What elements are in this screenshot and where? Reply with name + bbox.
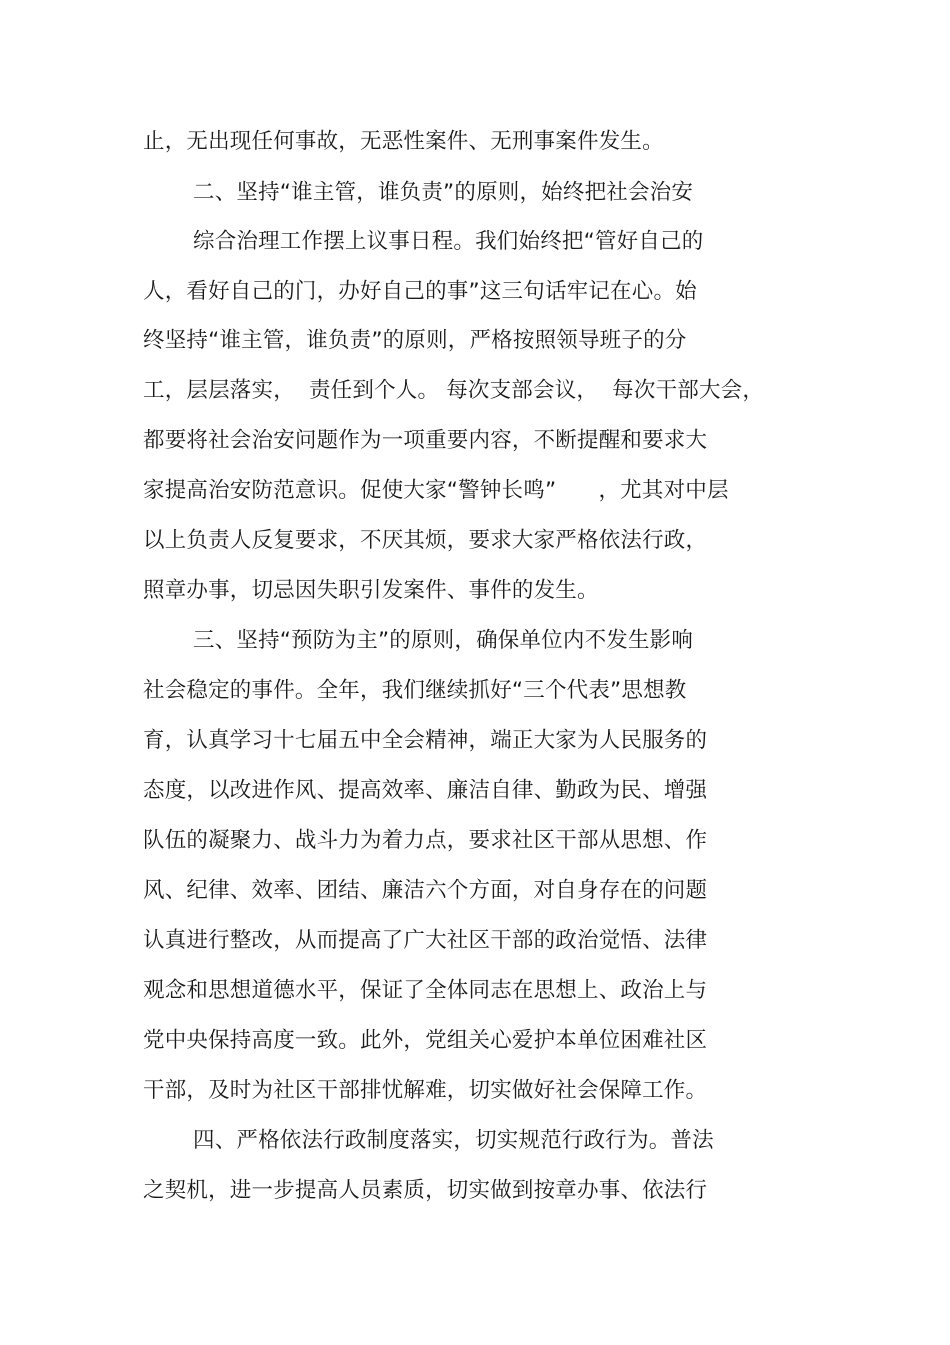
text-line: 干部，及时为社区干部排忧解难，切实做好社会保障工作。 [143, 1078, 708, 1103]
text-line: 终坚持“谁主管，谁负责”的原则，严格按照领导班子的分 [143, 328, 687, 353]
text-line: 之契机，进一步提高人员素质，切实做到按章办事、依法行 [143, 1178, 708, 1203]
text-line: 止，无出现任何事故，无恶性案件、无刑事案件发生。 [143, 129, 664, 154]
text-line: 社会稳定的事件。全年，我们继续抓好“三个代表”思想教 [143, 678, 687, 703]
text-line: 三、坚持“预防为主”的原则，确保单位内不发生影响 [193, 628, 694, 653]
text-line: 工，层层落实， 责任到个人。 每次支部会议， 每次干部大会， [143, 378, 765, 403]
text-line: 人，看好自己的门，办好自己的事”这三句话牢记在心。始 [143, 279, 697, 304]
text-line: 认真进行整改，从而提高了广大社区干部的政治觉悟、法律 [143, 928, 708, 953]
text-line: 四、严格依法行政制度落实，切实规范行政行为。普法 [193, 1128, 714, 1153]
text-line: 照章办事，切忌因失职引发案件、事件的发生。 [143, 578, 599, 603]
text-line: 党中央保持高度一致。此外，党组关心爱护本单位困难社区 [143, 1028, 708, 1053]
text-line: 风、纪律、效率、团结、廉洁六个方面，对自身存在的问题 [143, 878, 708, 903]
text-line: 家提高治安防范意识。促使大家“警钟长鸣” ，尤其对中层 [143, 478, 729, 503]
text-line: 育，认真学习十七届五中全会精神，端正大家为人民服务的 [143, 728, 708, 753]
text-line: 二、坚持“谁主管，谁负责”的原则，始终把社会治安 [193, 180, 694, 205]
text-line: 以上负责人反复要求，不厌其烦，要求大家严格依法行政， [143, 528, 708, 553]
text-line: 态度，以改进作风、提高效率、廉洁自律、勤政为民、增强 [143, 778, 708, 803]
text-line: 观念和思想道德水平，保证了全体同志在思想上、政治上与 [143, 978, 708, 1003]
text-line: 都要将社会治安问题作为一项重要内容，不断提醒和要求大 [143, 428, 708, 453]
text-line: 队伍的凝聚力、战斗力为着力点，要求社区干部从思想、作 [143, 828, 708, 853]
text-line: 综合治理工作摆上议事日程。我们始终把“管好自己的 [193, 229, 704, 254]
